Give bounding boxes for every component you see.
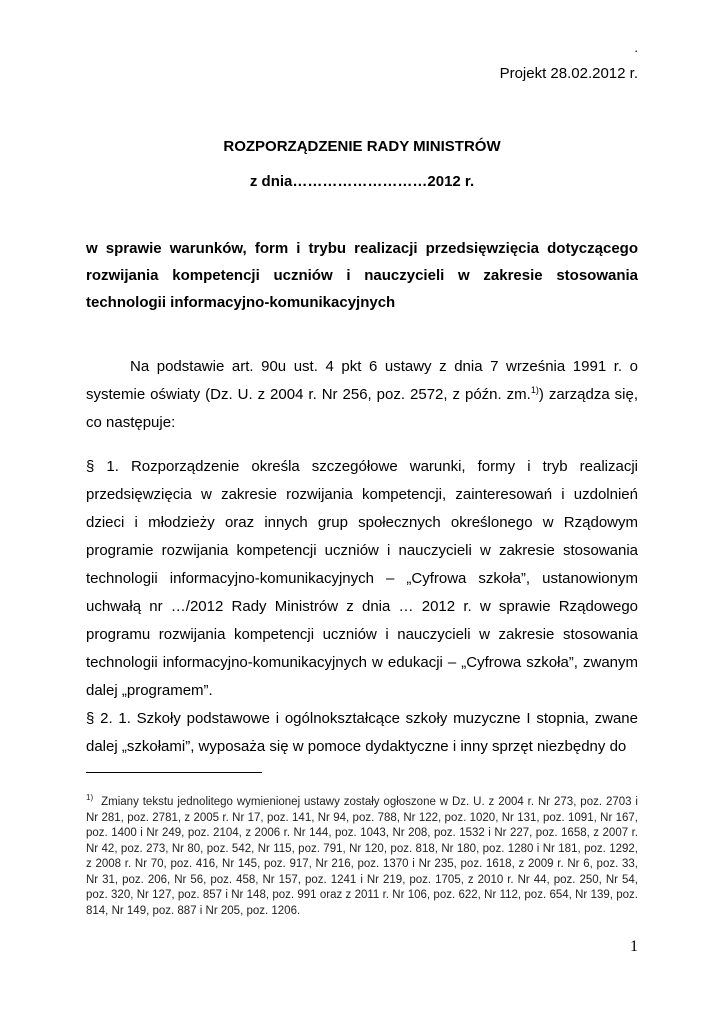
header-dot: . [634,40,638,55]
legal-basis-paragraph [86,353,638,437]
section-2-paragraph: § 2. 1. Szkoły podstawowe i ogólnokształcące szkoły muzyczne I stopnia, zwane dalej „szkołami”, wyposaża się w pomoce dydaktyczne i inny sprzęt niezbędny do [86,710,638,755]
page-number: 1 [630,938,638,955]
legal-basis-text-start: Na podstawie art. 90u ust. 4 pkt 6 ustawy z dnia 7 września 1991 r. o systemie oświaty (Dz. U. z 2004 r. Nr 256, poz. 2572, z późn. zm. [86,358,638,403]
legal-basis-text-end: ) zarządza się, co następuje: [86,386,638,431]
project-date-label: Projekt 28.02.2012 r. [499,65,638,82]
footnote-text: Zmiany tekstu jednolitego wymienionej ustawy zostały ogłoszone w Dz. U. z 2004 r. Nr 273, poz. 2703 i Nr 281, poz. 2781, z 2005 r. Nr 17, poz. 141, Nr 94, poz. 788, Nr 122, poz. 1020, Nr 131, poz. 1091, Nr 167, poz. 1400 i Nr 249, poz. 2104, z 2006 r. Nr 144, poz. 1043, Nr 208, poz. 1532 i Nr 227, poz. 1658, z 2007 r. Nr 42, poz. 273, Nr 80, poz. 542, Nr 115, poz. 791, Nr 120, poz. 818, Nr 180, poz. 1280 i Nr 181, poz. 1292, z 2008 r. Nr 70, poz. 416, Nr 145, poz. 917, Nr 216, poz. 1370 i Nr 235, poz. 1618, z 2009 r. Nr 6, poz. 33, Nr 31, poz. 206, Nr 56, poz. 458, Nr 157, poz. 1241 i Nr 219, poz. 1705, z 2010 r. Nr 44, poz. 250, Nr 54, poz. 320, Nr 127, poz. 857 i Nr 148, poz. 991 oraz z 2011 r. Nr 106, poz. 622, Nr 112, poz. 654, Nr 139, poz. 814, Nr 149, poz. 887 i Nr 205, poz. 1206. [86,796,638,917]
document-subject: w sprawie warunków, form i trybu realizacji przedsięwzięcia dotyczącego rozwijania kompetencji uczniów i nauczycieli w zakresie stosowania technologii informacyjno-komunikacyjnych [86,240,638,311]
document-date-line: z dnia………………………2012 r. [249,173,475,190]
footnote-separator [86,772,262,773]
section-1-paragraph: § 1. Rozporządzenie określa szczegółowe warunki, formy i tryb realizacji przedsięwzięcia w zakresie rozwijania kompetencji, zainteresowań i uzdolnień dzieci i młodzieży oraz innych grup społecznych określonego w Rządowym programie rozwijania kompetencji uczniów i nauczycieli w zakresie stosowania technologii informacyjno-komunikacyjnych – „Cyfrowa szkoła”, ustanowionym uchwałą nr …/2012 Rady Ministrów z dnia … 2012 r. w sprawie Rządowego programu rozwijania kompetencji uczniów i nauczycieli w zakresie stosowania technologii informacyjno-komunikacyjnych w edukacji – „Cyfrowa szkoła”, zwanym dalej „programem”. [86,458,638,699]
footnote [86,795,638,919]
footnote-reference[interactable]: 1) [530,385,539,395]
document-title: ROZPORZĄDZENIE RADY MINISTRÓW [223,138,501,155]
footnote-mark: 1) [86,793,94,803]
